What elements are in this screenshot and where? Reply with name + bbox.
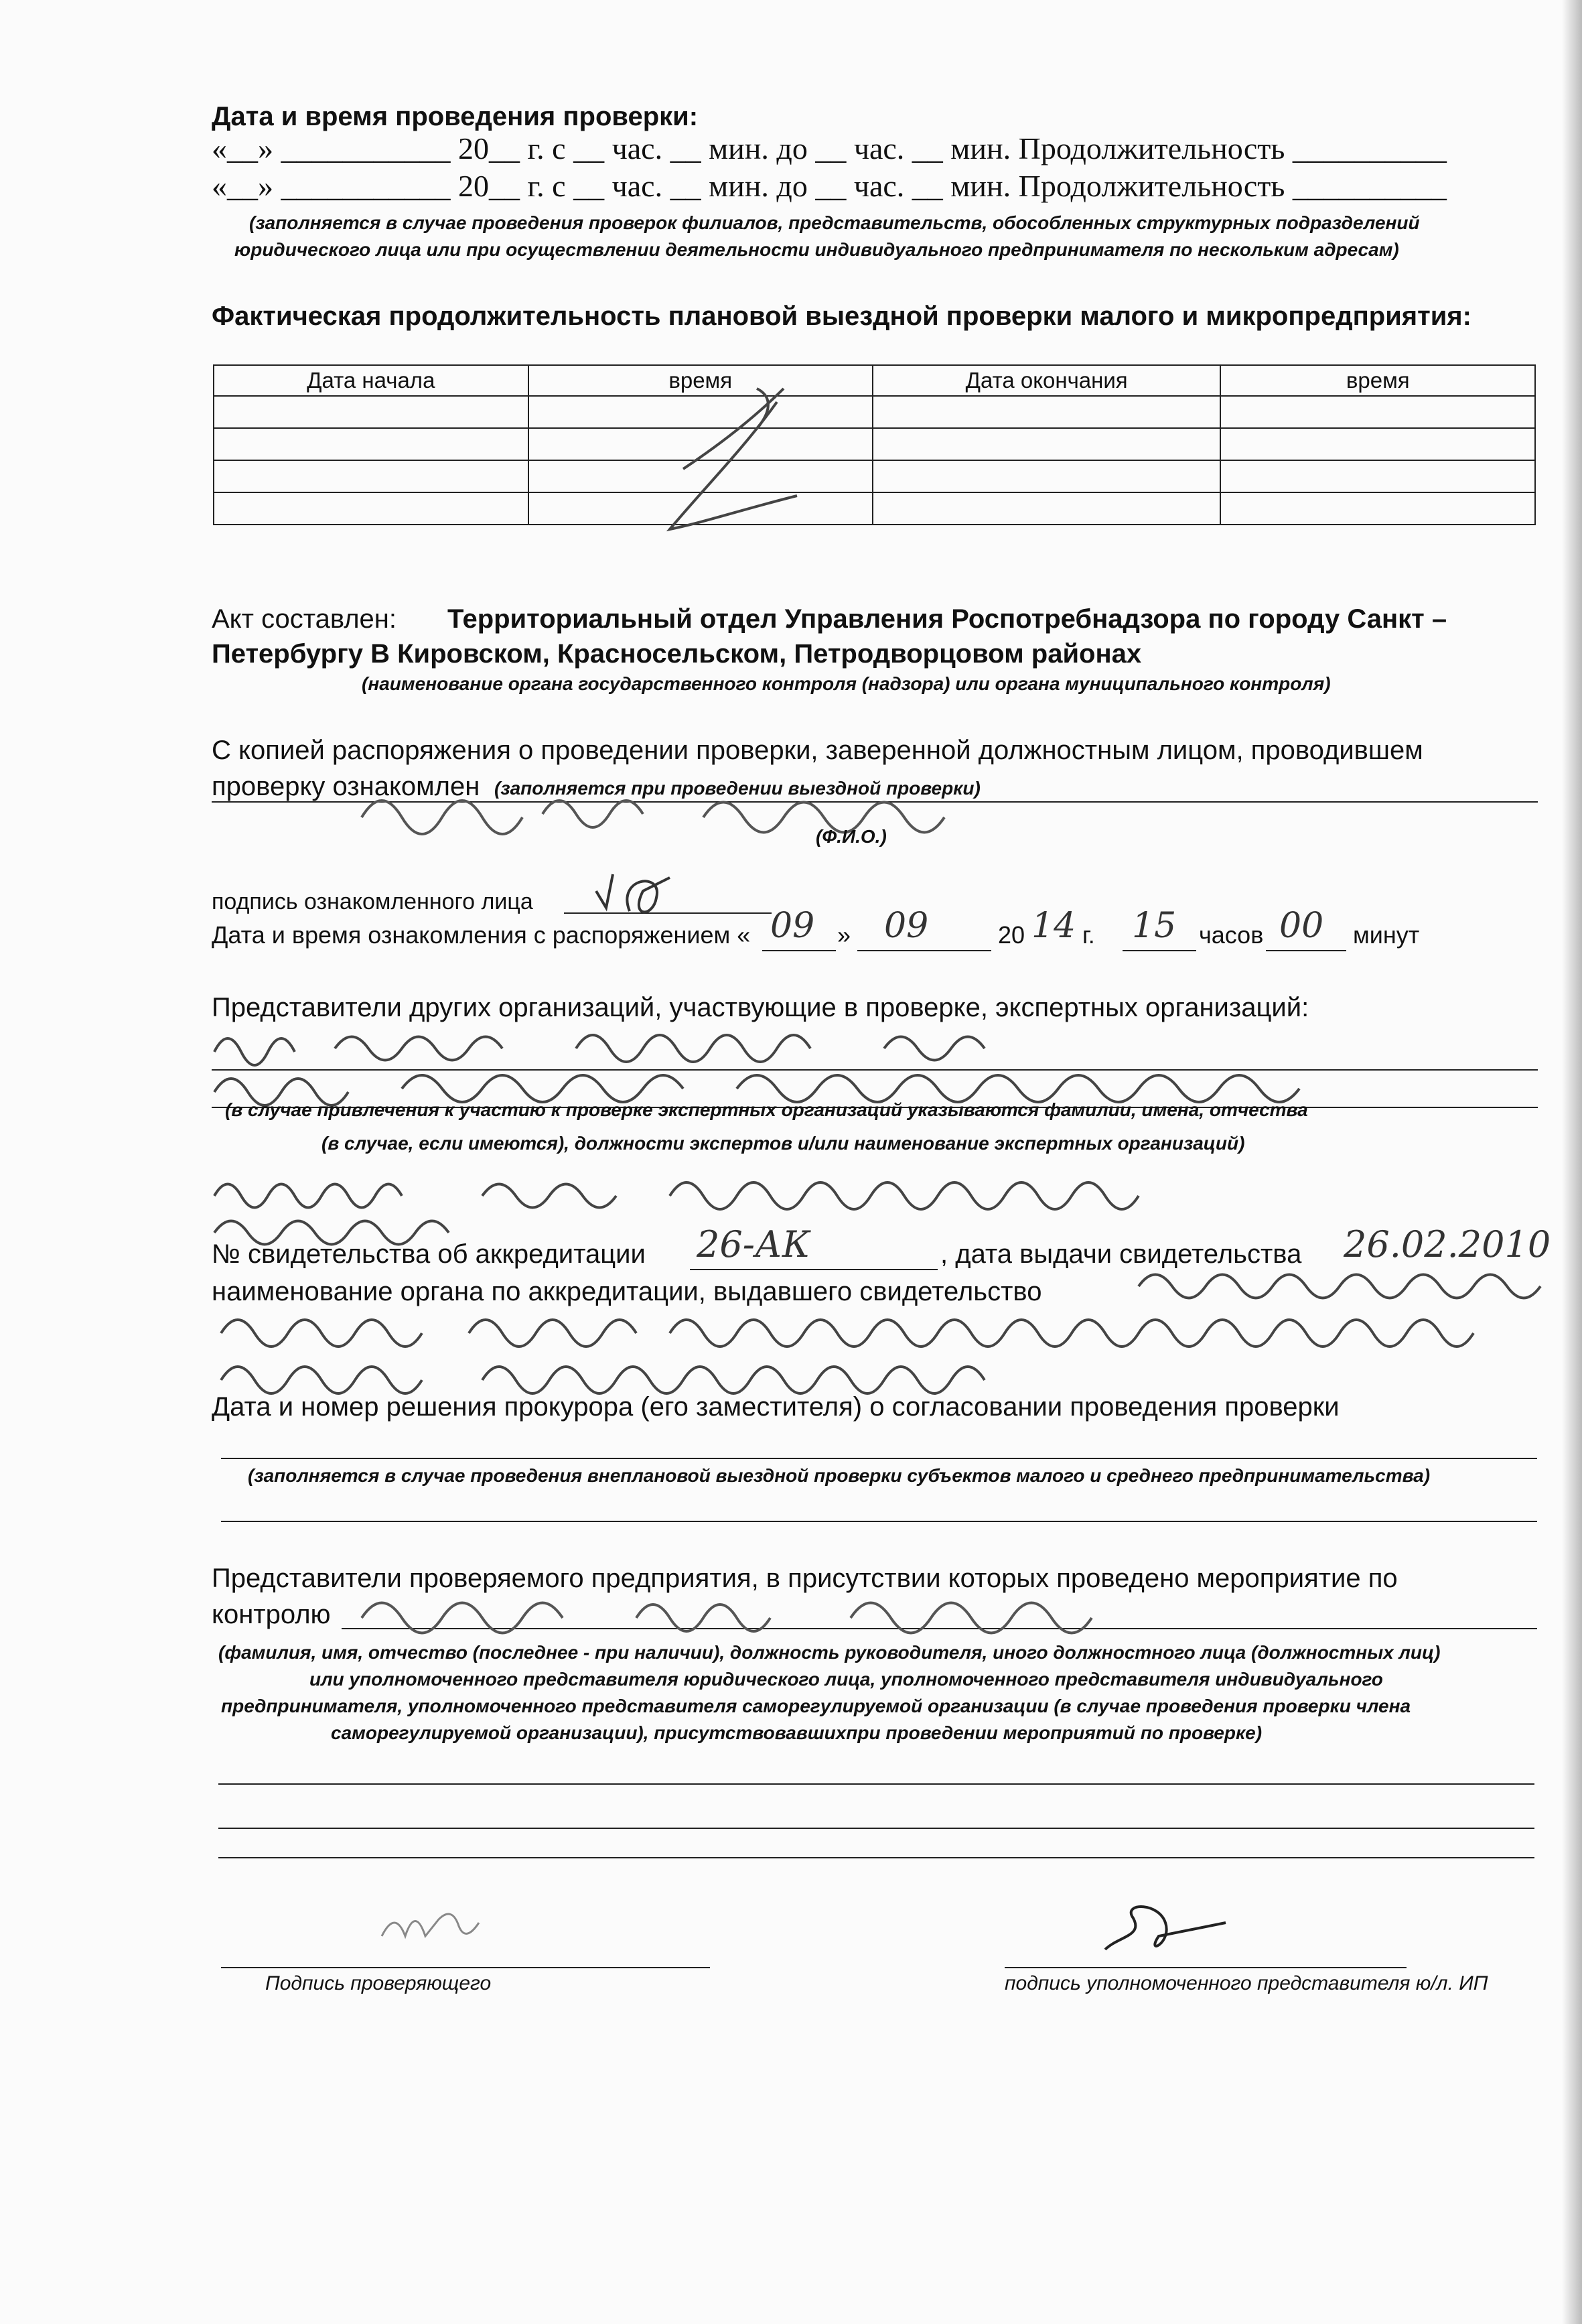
handwritten-reps-fio [355,1581,1259,1635]
inspector-signature-label: Подпись проверяющего [265,1972,492,1994]
reps-line-c [218,1857,1534,1858]
ack-month: 09 [884,906,929,946]
experts-line-1 [212,1069,1538,1071]
minutes-line [1266,950,1346,951]
accred-label: № свидетельства об аккредитации [212,1239,646,1269]
table-row [214,396,1535,428]
acquainted-signature [589,864,723,925]
act-note: (наименование органа государственного контроля (надзора) или органа муниципального контроля) [362,673,1331,694]
datetime-label: Дата и время ознакомления с распоряжением « [212,921,751,949]
section-title-duration: Фактическая продолжительность плановой выездной проверки малого и микропредприятия: [212,301,1471,331]
ack-day: 09 [770,906,815,946]
section-title-datetime: Дата и время проведения проверки: [212,102,699,131]
duration-table [213,364,1536,525]
representative-signature-label: подпись уполномоченного представителя ю/л. ИП [1005,1972,1488,1994]
act-org-line-1: Территориальный отдел Управления Роспотребнадзора по городу Санкт – [447,604,1447,634]
representative-signature [1092,1896,1239,1970]
datetime-note-2: юридического лица или при осуществлении деятельности индивидуального предпринимателя по нескольким адресам) [234,239,1399,260]
table-row [214,492,1535,525]
reps-note-3: предпринимателя, уполномоченного представителя саморегулируемой организации (в случае проведения проверки члена [221,1696,1411,1716]
accred-number: 26-АК [697,1223,810,1266]
handwritten-fio [355,777,1259,837]
prosecutor-line-1 [221,1458,1537,1459]
table-row [214,460,1535,492]
fio-note: (Ф.И.О.) [816,826,887,847]
representative-signature-line [1005,1967,1407,1968]
ack-minutes: 00 [1279,906,1324,946]
copy-line-2: проверку ознакомлен [212,772,480,801]
act-org-line-2: Петербургу В Кировском, Красносельском, Петродворцовом районах [212,639,1142,669]
accred-org-label: наименование органа по аккредитации, выдавшего свидетельство [212,1277,1042,1306]
issue-date: 26.02.2010 [1344,1223,1551,1266]
day-line [762,950,836,951]
prosecutor-title: Дата и номер решения прокурора (его заместителя) о согласовании проведения проверки [212,1392,1340,1422]
ack-year-unit: г. [1082,921,1095,949]
act-prefix: Акт составлен: [212,604,397,634]
experts-note-1: (в случае привлечения к участию к проверке экспертных организаций указываются фамилии, имена, отчества [225,1099,1308,1120]
experts-title: Представители других организаций, участвующие в проверке, экспертных организаций: [212,993,1309,1022]
ack-hours: 15 [1132,906,1177,946]
prosecutor-note: (заполняется в случае проведения внеплановой выездной проверки субъектов малого и среднего предпринимательства) [248,1465,1431,1486]
document-page: Дата и время проведения проверки: «__» ___________ 20__ г. с __ час. __ мин. до __ час. __ мин. Продолжительность __________ «__» ___________ 20__ г. с __ час. __ мин. до __ час. __ мин. Продолжительность __________ (заполняется в случае проведения проверок филиалов, представительств, обособленных структурных подразделений юридического лица или при осуществлении деятельности индивидуального предпринимателя по нескольким адресам) Фактическая продолжительность плановой выездной проверки малого и микропредприятия: Дата начала время Дата окончания время Акт составлен: Территориальный отдел Управления Роспотребнадзора по городу Санкт – Петербургу В Кировском, Красносельском, Петродворцовом районах (наименование органа государственного контроля (надзора) или органа муниципального контроля) С копией распоряжения о проведении проверки, заверенной должностным лицом, проводившем проверку ознакомлен (заполняется при проведении выездной проверки) (Ф.И.О.) подпись ознакомленного лица Дата и время ознакомления с распоряжением « 09 » 09 20 14 г. 15 часов 00 минут Представители других организаций, участвующие в проверке, экспертных организаций: (в случае привлечения к участию к проверке экспертных организаций указываются фамилии, имена, отчества (в случае, если имеются), должности экспертов и/или наименование экспертных организаций) № свидетельства об аккредитации 26-АК , дата выдачи свидетельства 26.02.2010 наименование органа по аккредитации, выдавшего свидетельство Дата и номер решения прокурора (его заместителя) о согласовании проведения проверки (заполняется в случае проведения внеплановой выездной проверки субъектов малого и среднего предпринимательства) Представители проверяемого предприятия, в присутствии которых проведено мероприятие по контролю (фамилия, имя, отчество (последнее - при наличии), должность руководителя, иного должностного лица (должностных лиц) или уполномоченного представителя юридического лица, уполномоченного представителя индивидуального предпринимателя, уполномоченного представителя саморегулируемой организации (в случае проведения проверки члена саморегулируемой организации), присутствовавшихпри проведении мероприятий по проверке) Подпись проверяющего подпись уполномоченного представителя ю/л. ИП [0,0,1582,2324]
prosecutor-line-2 [221,1521,1537,1522]
handwritten-accred-org [201,1266,1574,1400]
col-end-date: Дата окончания [873,365,1221,396]
col-start-date: Дата начала [214,365,528,396]
ack-minutes-unit: минут [1353,921,1420,949]
copy-line-2-note: (заполняется при проведении выездной проверки) [494,778,981,799]
datetime-row-1: «__» ___________ 20__ г. с __ час. __ мин. до __ час. __ мин. Продолжительность __________ [212,131,1447,165]
datetime-note-1: (заполняется в случае проведения проверок филиалов, представительств, обособленных структурных подразделений [249,212,1420,233]
month-line [857,950,991,951]
reps-note-4: саморегулируемой организации), присутствовавшихпри проведении мероприятий по проверке) [331,1722,1263,1743]
inspector-signature-line [221,1967,710,1968]
reps-note-1: (фамилия, имя, отчество (последнее - при наличии), должность руководителя, иного должностного лица (должностных лиц) [218,1642,1441,1663]
signature-label: подпись ознакомленного лица [212,889,533,914]
ack-hours-unit: часов [1199,921,1264,949]
datetime-row-2: «__» ___________ 20__ г. с __ час. __ мин. до __ час. __ мин. Продолжительность __________ [212,169,1447,203]
ack-year-prefix: 20 [998,921,1025,949]
handwritten-experts [201,1018,1540,1105]
table-strike-scribble [643,375,817,543]
hours-line [1123,950,1196,951]
reps-note-2: или уполномоченного представителя юридического лица, уполномоченного представителя индивидуального [309,1669,1383,1690]
table-row [214,428,1535,460]
col-end-time: время [1220,365,1535,396]
ack-year-suffix: 14 [1031,906,1076,946]
reps-line-b [218,1828,1534,1829]
reps-line-a [218,1783,1534,1785]
reps-line-1: Представители проверяемого предприятия, в присутствии которых проведено мероприятие по [212,1564,1398,1593]
inspector-signature [375,1896,509,1956]
scan-edge-shadow [1562,0,1582,2324]
col-start-time: время [528,365,873,396]
reps-line-2: контролю [212,1600,331,1629]
experts-note-2: (в случае, если имеются), должности экспертов и/или наименование экспертных организаций) [321,1133,1245,1154]
duration-table-header [214,365,1535,396]
issue-label: , дата выдачи свидетельства [940,1239,1302,1269]
handwritten-expert-names [201,1159,1540,1246]
copy-line-1: С копией распоряжения о проведении проверки, заверенной должностным лицом, проводившем [212,736,1423,765]
